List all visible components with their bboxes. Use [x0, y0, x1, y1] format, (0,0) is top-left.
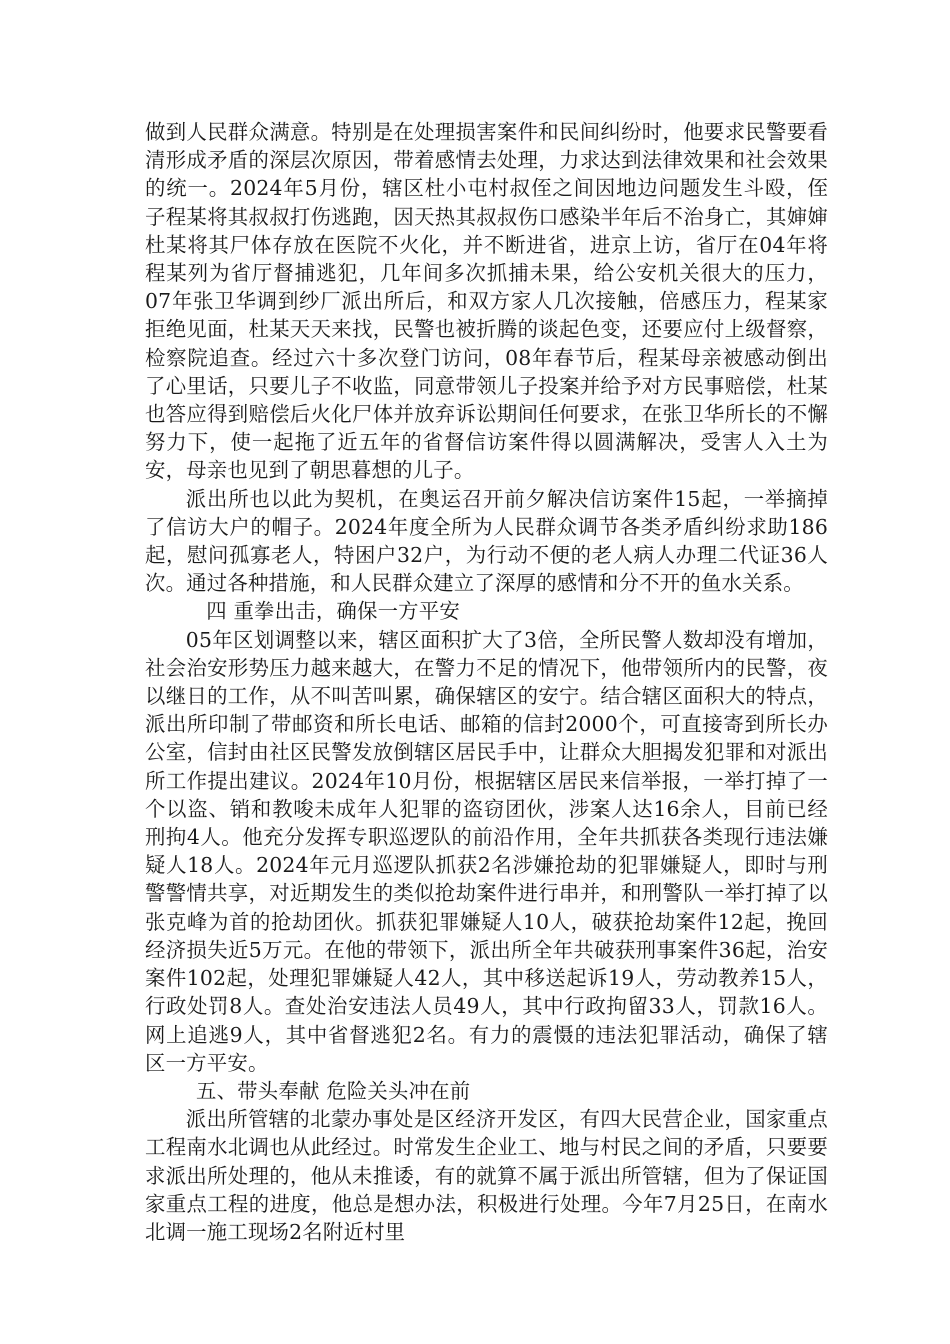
section-heading-5: 五、带头奉献 危险关头冲在前 — [196, 1078, 471, 1103]
section-heading-4: 四 重拳出击，确保一方平安 — [206, 599, 460, 624]
paragraph-mediation-case: 做到人民群众满意。特别是在处理损害案件和民间纠纷时，他要求民警要看清形成矛盾的深层次原因，带着感情去处理，力求达到法律效果和社会效果的统一。2024年5月份，辖区杜小屯村叔侄之间因地边问题发生斗殴，侄子程某将其叔叔打伤逃跑，因天热其叔叔伤口感染半年后不治身亡，其婶婶杜某将其尸体存放在医院不火化，并不断进省，进京上访，省厅在04年将程某列为省厅督捕逃犯，几年间多次抓捕未果，给公安机关很大的压力，07年张卫华调到纱厂派出所后，和双方家人几次接触，倍感压力，程某家拒绝见面，杜某天天来找，民警也被折腾的谈起色变，还要应付上级督察，检察院追查。经过六十多次登门访问，08年春节后，程某母亲被感动倒出了心里话，只要儿子不收监，同意带领儿子投案并给予对方民事赔偿，杜某也答应得到赔偿后火化尸体并放弃诉讼期间任何要求，在张卫华所长的不懈努力下，使一起拖了近五年的省督信访案件得以圆满解决，受害人入土为安，母亲也见到了朝思暮想的儿子。 — [145, 120, 828, 483]
paragraph-petition-results: 派出所也以此为契机，在奥运召开前夕解决信访案件15起，一举摘掉了信访大户的帽子。2024年度全所为人民群众调节各类矛盾纠纷求助186起，慰问孤寡老人，特困户32户，为行动不便的老人病人办理二代证36人次。通过各种措施，和人民群众建立了深厚的感情和分不开的鱼水关系。 — [145, 486, 828, 596]
paragraph-crime-crackdown: 05年区划调整以来，辖区面积扩大了3倍，全所民警人数却没有增加，社会治安形势压力越来越大，在警力不足的情况下，他带领所内的民警，夜以继日的工作，从不叫苦叫累，确保辖区的安宁。结合辖区面积大的特点，派出所印制了带邮资和所长电话、邮箱的信封2000个，可直接寄到所长办公室，信封由社区民警发放倒辖区居民手中，让群众大胆揭发犯罪和对派出所工作提出建议。2024年10月份，根据辖区居民来信举报，一举打掉了一个以盗、销和教唆未成年人犯罪的盗窃团伙，涉案人达16余人，目前已经刑拘4人。他充分发挥专职巡逻队的前沿作用，全年共抓获各类现行违法嫌疑人18人。2024年元月巡逻队抓获2名涉嫌抢劫的犯罪嫌疑人，即时与刑警警情共享，对近期发生的类似抢劫案件进行串并，和刑警队一举打掉了以张克峰为首的抢劫团伙。抓获犯罪嫌疑人10人，破获抢劫案件12起，挽回经济损失近5万元。在他的带领下，派出所全年共破获刑事案件36起，治安案件102起，处理犯罪嫌疑人42人，其中移送起诉19人，劳动教养15人，行政处罚8人。查处治安违法人员49人，其中行政拘留33人，罚款16人。网上追逃9人，其中省督逃犯2名。有力的震慑的违法犯罪活动，确保了辖区一方平安。 — [145, 627, 828, 1075]
paragraph-development-zone: 派出所管辖的北蒙办事处是区经济开发区，有四大民营企业，国家重点工程南水北调也从此经过。时常发生企业工、地与村民之间的矛盾，只要要求派出所处理的，他从未推诿，有的就算不属于派出所管辖，但为了保证国家重点工程的进度，他总是想办法，积极进行处理。今年7月25日，在南水北调一施工现场2名附近村里 — [145, 1107, 828, 1244]
document-page — [145, 118, 828, 1246]
